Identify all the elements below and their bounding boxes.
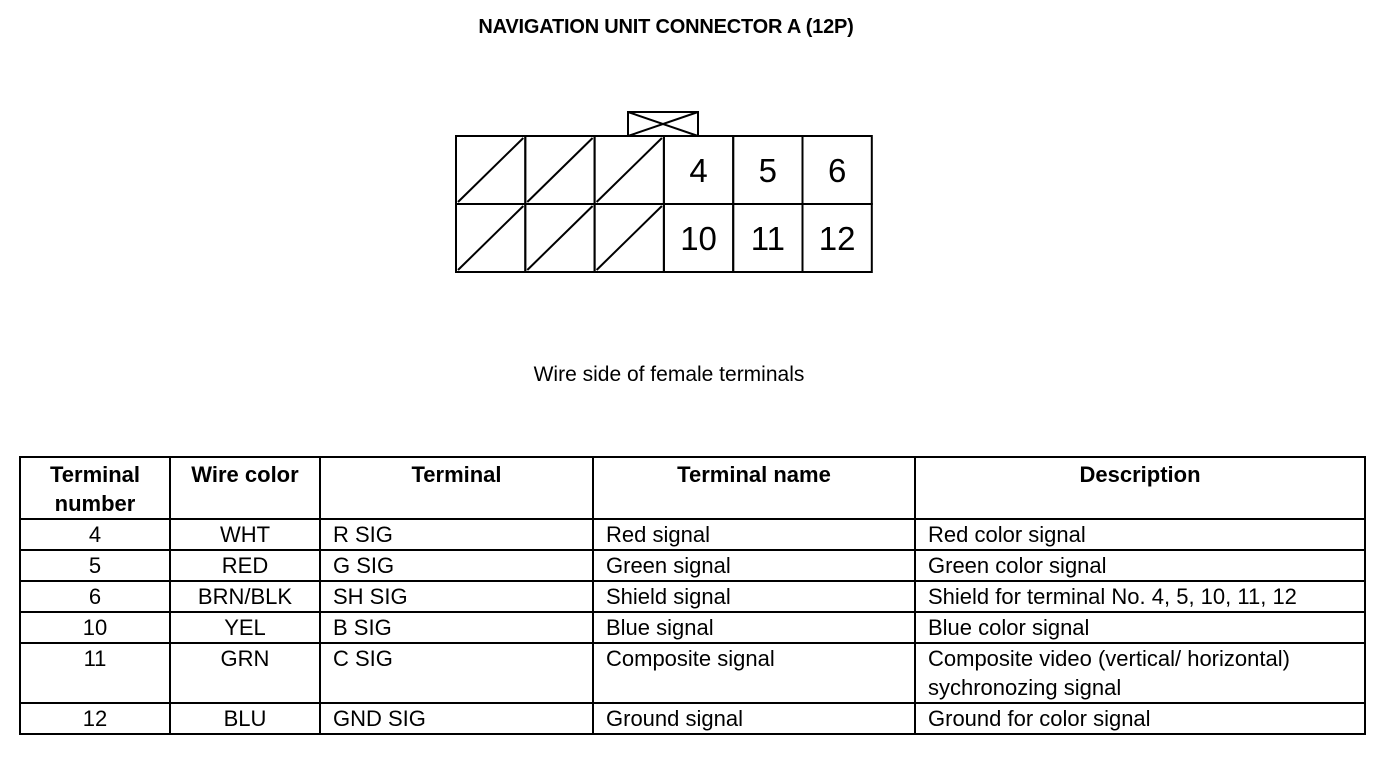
cell-terminal-number: 12 — [20, 703, 170, 734]
connector-caption: Wire side of female terminals — [533, 363, 805, 386]
cell-terminal: SH SIG — [320, 581, 593, 612]
header-terminal: Terminal — [320, 457, 593, 519]
page-title: NAVIGATION UNIT CONNECTOR A (12P) — [478, 16, 854, 38]
cell-wire-color: BRN/BLK — [170, 581, 320, 612]
cell-terminal-number: 11 — [20, 643, 170, 703]
terminal-table — [19, 456, 1366, 735]
cell-wire-color: YEL — [170, 612, 320, 643]
table-row — [20, 581, 1365, 612]
table-row — [20, 519, 1365, 550]
cell-description: Blue color signal — [915, 612, 1365, 643]
cell-terminal-number: 10 — [20, 612, 170, 643]
cell-terminal: R SIG — [320, 519, 593, 550]
cell-terminal-name: Ground signal — [593, 703, 915, 734]
cell-terminal-name: Shield signal — [593, 581, 915, 612]
terminal-number-label: 10 — [680, 220, 717, 257]
terminal-number-label: 5 — [758, 152, 778, 189]
cell-description: Ground for color signal — [915, 703, 1365, 734]
cell-terminal-number: 5 — [20, 550, 170, 581]
header-terminal-name: Terminal name — [593, 457, 915, 519]
cell-terminal-number: 6 — [20, 581, 170, 612]
connector-lock-tab — [628, 112, 698, 136]
cell-terminal-name: Green signal — [593, 550, 915, 581]
table-row — [20, 643, 1365, 703]
cell-terminal: GND SIG — [320, 703, 593, 734]
table-row — [20, 550, 1365, 581]
terminal-number-label: 12 — [818, 220, 856, 257]
table-header-row — [20, 457, 1365, 519]
header-description: Description — [915, 457, 1365, 519]
cell-wire-color: WHT — [170, 519, 320, 550]
cell-terminal-name: Blue signal — [593, 612, 915, 643]
cell-wire-color: RED — [170, 550, 320, 581]
connector-cells — [456, 136, 872, 272]
cell-wire-color: GRN — [170, 643, 320, 703]
unused-cavity-slash — [527, 138, 592, 202]
terminal-number-label: 6 — [827, 152, 847, 189]
terminal-number-label: 4 — [689, 152, 708, 189]
table-row — [20, 703, 1365, 734]
cell-wire-color: BLU — [170, 703, 320, 734]
cell-terminal: C SIG — [320, 643, 593, 703]
cell-terminal: B SIG — [320, 612, 593, 643]
cell-description: Green color signal — [915, 550, 1365, 581]
cell-description: Composite video (vertical/ horizontal) sychronozing signal — [915, 643, 1365, 703]
table-row — [20, 612, 1365, 643]
unused-cavity-slash — [597, 138, 662, 202]
connector-diagram — [0, 0, 1392, 300]
unused-cavity-slash — [458, 206, 523, 270]
header-terminal-number: Terminal number — [20, 457, 170, 519]
terminal-number-label: 11 — [750, 220, 785, 257]
cell-terminal: G SIG — [320, 550, 593, 581]
cell-terminal-name: Red signal — [593, 519, 915, 550]
cell-terminal-name: Composite signal — [593, 643, 915, 703]
cell-description: Shield for terminal No. 4, 5, 10, 11, 12 — [915, 581, 1365, 612]
header-wire-color: Wire color — [170, 457, 320, 519]
cell-terminal-number: 4 — [20, 519, 170, 550]
unused-cavity-slash — [597, 206, 662, 270]
unused-cavity-slash — [458, 138, 523, 202]
unused-cavity-slash — [527, 206, 592, 270]
cell-description: Red color signal — [915, 519, 1365, 550]
